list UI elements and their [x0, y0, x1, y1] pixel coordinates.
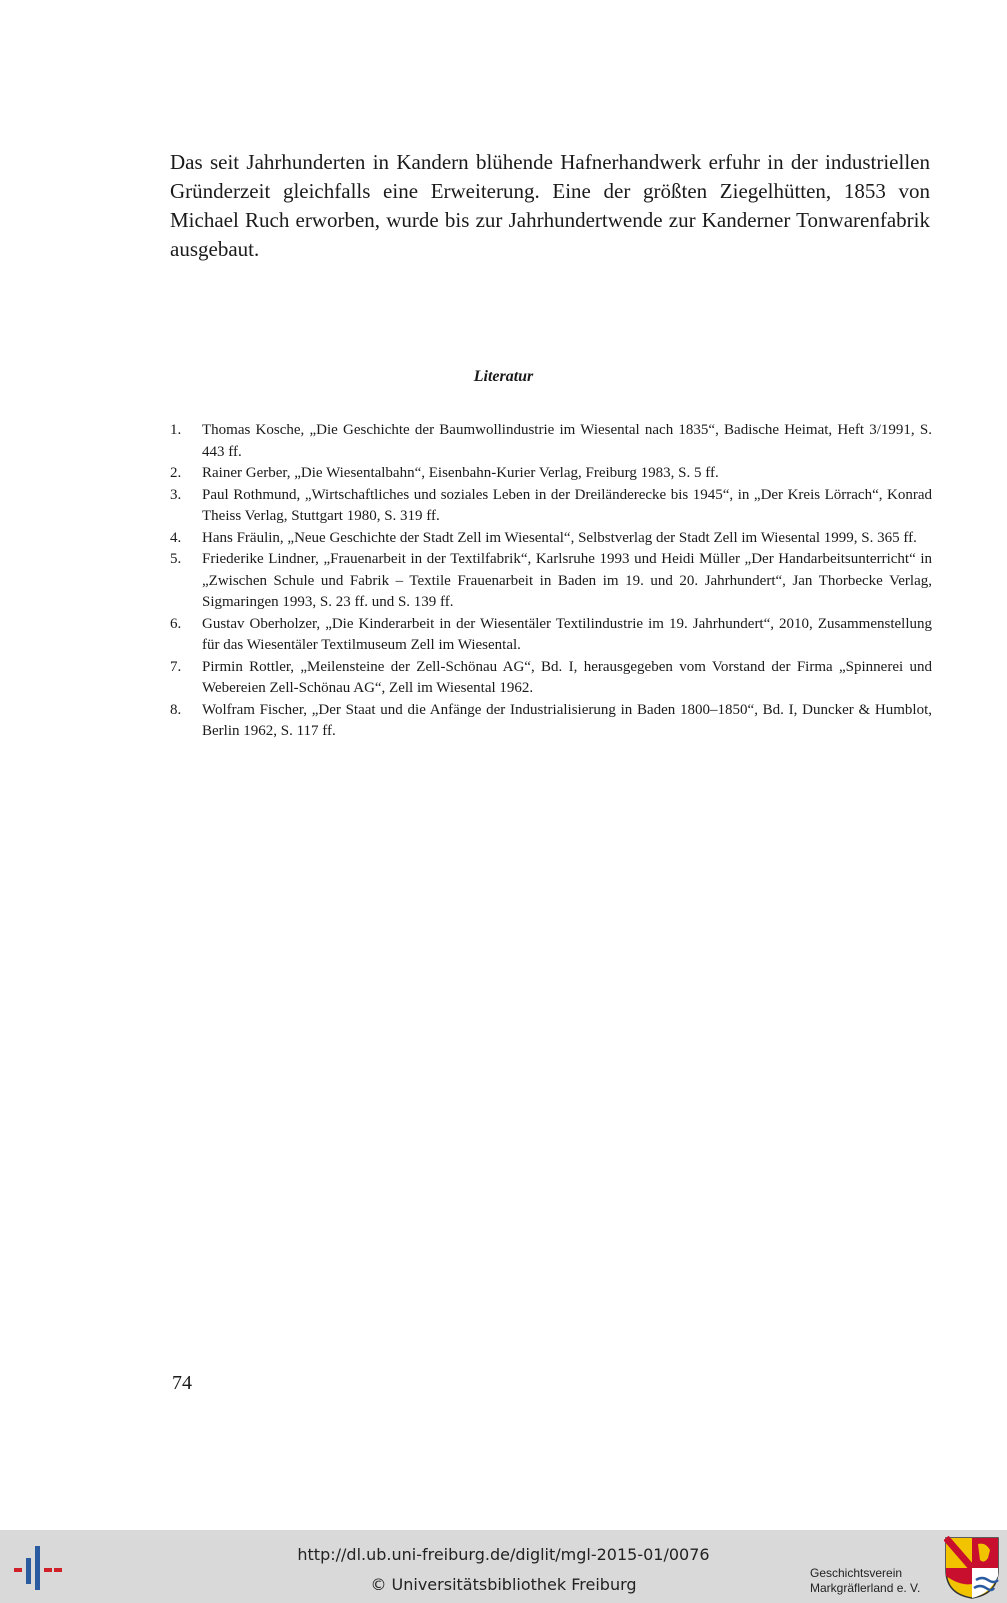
reference-number: 2. — [170, 465, 182, 481]
reference-item — [170, 463, 932, 485]
reference-item — [170, 420, 932, 463]
reference-text: Paul Rothmund, „Wirtschaftliches und soziales Leben in der Dreiländerecke bis 1945“, in „Der Kreis Lörrach“, Konrad Theiss Verlag, Stuttgart 1980, S. 319 ff. — [202, 486, 932, 524]
society-line-2: Markgräflerland e. V. — [810, 1581, 921, 1595]
page-number: 74 — [172, 1372, 192, 1394]
reference-number: 7. — [170, 658, 182, 675]
reference-text: Pirmin Rottler, „Meilensteine der Zell-Schönau AG“, Bd. I, herausgegeben vom Vorstand der Firma „Spinnerei und Webereien Zell-Schönau AG“, Zell im Wiesental 1962. — [202, 658, 932, 696]
reference-number: 6. — [170, 615, 182, 632]
footer-bar — [0, 1530, 1007, 1603]
reference-item — [170, 614, 932, 657]
reference-text: Thomas Kosche, „Die Geschichte der Baumwollindustrie im Wiesental nach 1835“, Badische Heimat, Heft 3/1991, S. 443 ff. — [202, 422, 932, 460]
reference-list — [170, 420, 932, 743]
reference-number: 3. — [170, 486, 182, 503]
intro-paragraph: Das seit Jahrhunderten in Kandern blühende Hafnerhandwerk erfuhr in der industriellen Gründerzeit gleichfalls eine Erweiterung. Eine der größten Ziegelhütten, 1853 von Michael Ruch erworben, wurde bis zur Jahrhundertwende zur Kanderner Tonwarenfabrik ausgebaut. — [170, 150, 930, 261]
reference-item — [170, 700, 932, 743]
copyright-text: © Universitätsbibliothek Freiburg — [370, 1575, 637, 1594]
reference-text: Wolfram Fischer, „Der Staat und die Anfänge der Industrialisierung in Baden 1800–1850“, Bd. I, Duncker & Humblot, Berlin 1962, S. 117 ff. — [202, 701, 932, 739]
reference-number: 4. — [170, 529, 182, 546]
reference-item — [170, 657, 932, 700]
reference-text: Rainer Gerber, „Die Wiesentalbahn“, Eisenbahn-Kurier Verlag, Freiburg 1983, S. 5 ff. — [202, 465, 719, 481]
reference-number: 8. — [170, 701, 182, 718]
reference-item — [170, 528, 932, 550]
society-name — [810, 1566, 920, 1596]
markgraeflerland-crest-icon — [944, 1536, 1000, 1599]
reference-text: Hans Fräulin, „Neue Geschichte der Stadt Zell im Wiesental“, Selbstverlag der Stadt Zell im Wiesental 1999, S. 365 ff. — [202, 529, 917, 546]
reference-number: 1. — [170, 422, 182, 438]
reference-item — [170, 485, 932, 528]
reference-item — [170, 549, 932, 614]
literature-heading: Literatur — [473, 368, 534, 385]
document-url-link[interactable]: http://dl.ub.uni-freiburg.de/diglit/mgl-2015-01/0076 — [297, 1545, 710, 1564]
reference-text: Friederike Lindner, „Frauenarbeit in der Textilfabrik“, Karlsruhe 1993 und Heidi Müller „Der Handarbeitsunterricht“ in „Zwischen Schule und Fabrik – Textile Frauenarbeit in Baden im 19. und 20. Jahrhundert“, Jan Thorbecke Verlag, Sigmaringen 1993, S. 23 ff. und S. 139 ff. — [202, 551, 932, 610]
reference-number: 5. — [170, 551, 182, 567]
society-line-1: Geschichtsverein — [810, 1566, 903, 1580]
reference-text: Gustav Oberholzer, „Die Kinderarbeit in der Wiesentäler Textilindustrie im 19. Jahrhundert“, 2010, Zusammenstellung für das Wiesentäler Textilmuseum Zell im Wiesental. — [202, 615, 932, 653]
